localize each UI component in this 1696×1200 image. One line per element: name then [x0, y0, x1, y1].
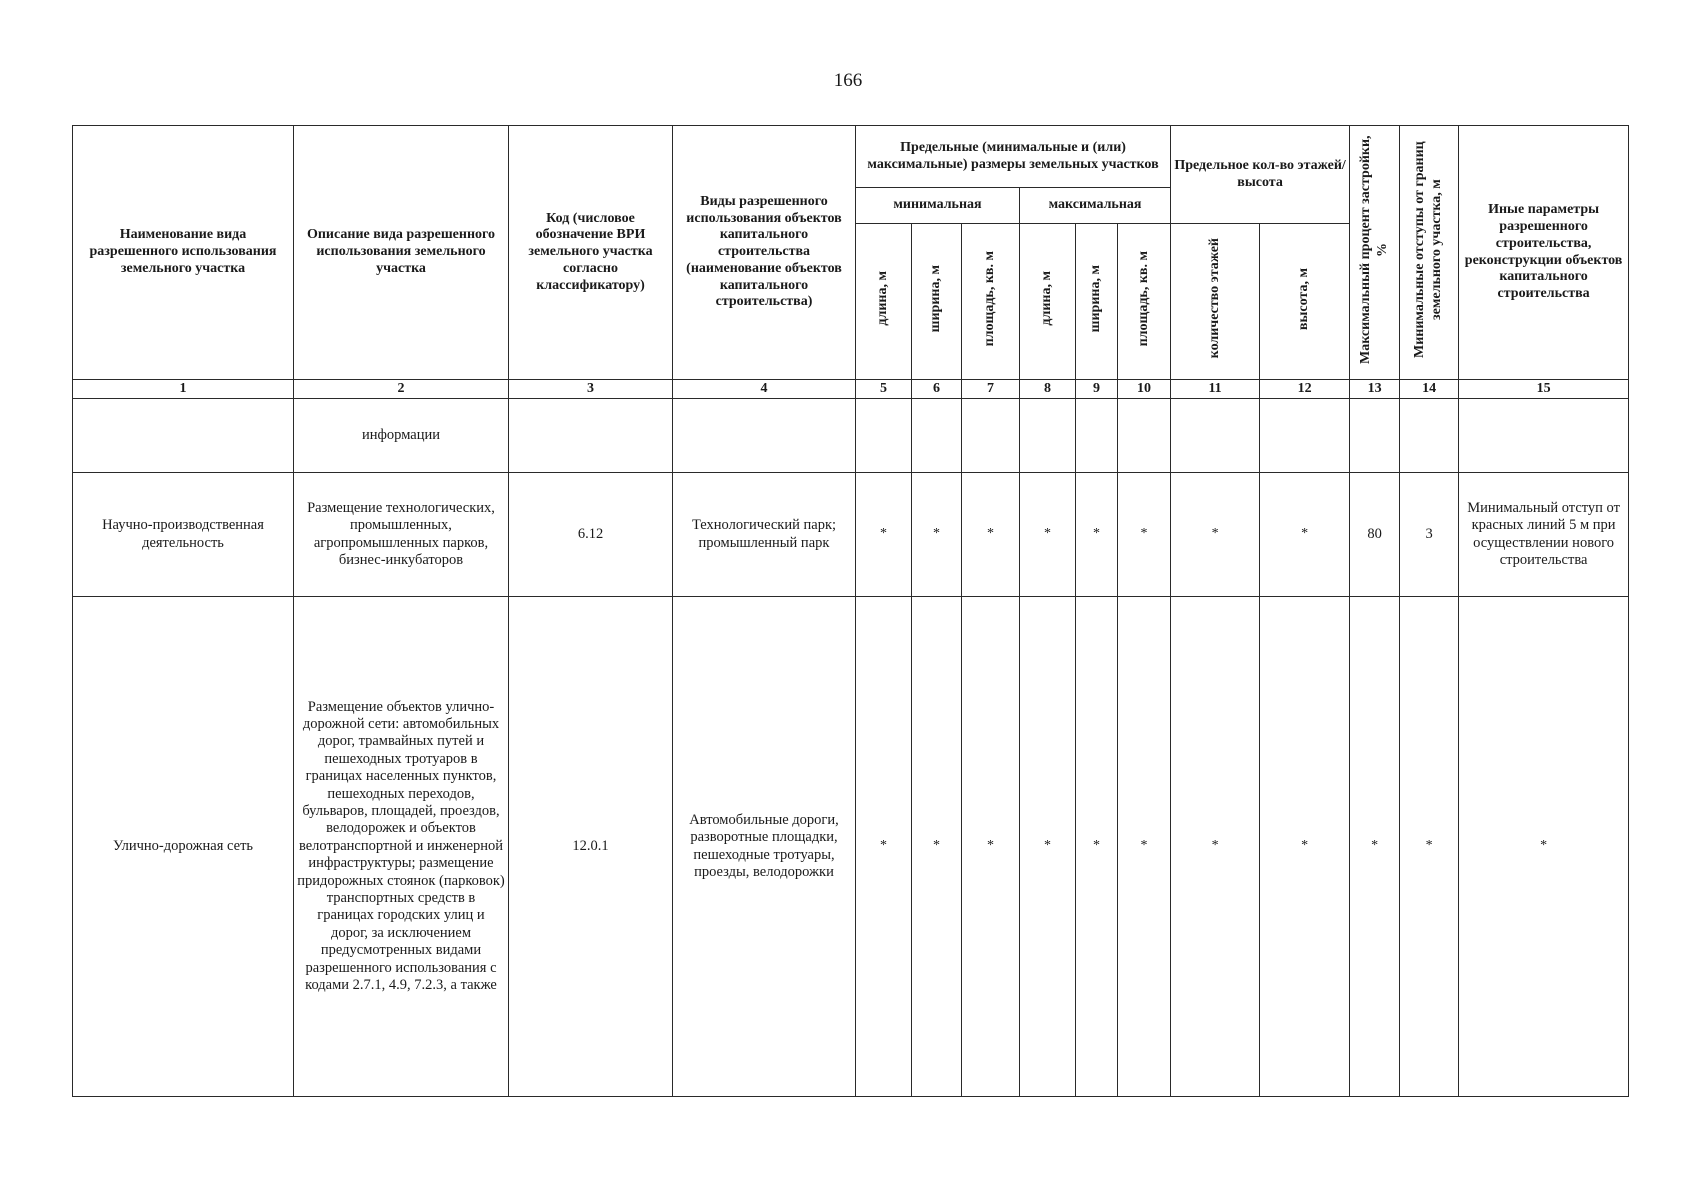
construction-uses-cell — [673, 399, 856, 473]
header-code: Код (числовое обозначение ВРИ земельного участка согласно классификатору) — [509, 126, 673, 380]
value-cell — [1260, 399, 1350, 473]
column-numbers-row — [73, 380, 1629, 399]
header-max-width — [1076, 224, 1118, 380]
value-cell: * — [962, 473, 1020, 597]
other-parameters-cell: Минимальный отступ от красных линий 5 м при осуществлении нового строительства — [1459, 473, 1629, 597]
value-cell — [856, 399, 912, 473]
code-cell: 6.12 — [509, 473, 673, 597]
use-name-cell — [73, 399, 294, 473]
header-min-length — [856, 224, 912, 380]
column-number: 10 — [1118, 380, 1171, 399]
value-cell: * — [856, 473, 912, 597]
max-building-percent-cell: * — [1350, 597, 1400, 1097]
header-floors-count-text: количество этажей — [1206, 238, 1222, 359]
header-min-setbacks — [1400, 126, 1459, 380]
value-cell: * — [856, 597, 912, 1097]
header-max-area-text: площадь, кв. м — [1135, 250, 1151, 347]
column-number: 1 — [73, 380, 294, 399]
column-number: 15 — [1459, 380, 1629, 399]
column-number: 4 — [673, 380, 856, 399]
use-description-cell: Размещение технологических, промышленных, агропромышленных парков, бизнес-инкубаторов — [294, 473, 509, 597]
table-row — [73, 399, 1629, 473]
header-min-area — [962, 224, 1020, 380]
header-max-building-percent-text: Максимальный процент застройки, % — [1357, 135, 1390, 364]
header-max-width-text: ширина, м — [1088, 264, 1104, 333]
header-min-width-text: ширина, м — [928, 264, 944, 333]
column-number: 13 — [1350, 380, 1400, 399]
column-number: 11 — [1171, 380, 1260, 399]
column-number: 14 — [1400, 380, 1459, 399]
column-number: 5 — [856, 380, 912, 399]
value-cell: * — [1171, 473, 1260, 597]
other-parameters-cell: * — [1459, 597, 1629, 1097]
header-minimal: минимальная — [856, 188, 1020, 224]
zoning-parameters-table — [72, 125, 1629, 1097]
value-cell — [1171, 399, 1260, 473]
value-cell: * — [1076, 473, 1118, 597]
value-cell — [962, 399, 1020, 473]
value-cell — [1020, 399, 1076, 473]
construction-uses-cell: Автомобильные дороги, разворотные площадки, пешеходные тротуары, проезды, велодорожки — [673, 597, 856, 1097]
header-use-description: Описание вида разрешенного использования земельного участка — [294, 126, 509, 380]
value-cell — [1076, 399, 1118, 473]
value-cell: * — [1171, 597, 1260, 1097]
use-description-cell: информации — [294, 399, 509, 473]
header-construction-uses: Виды разрешенного использования объектов капитального строительства (наименование объектов капитального строительства) — [673, 126, 856, 380]
use-name-cell: Улично-дорожная сеть — [73, 597, 294, 1097]
header-use-name: Наименование вида разрешенного использования земельного участка — [73, 126, 294, 380]
value-cell: * — [962, 597, 1020, 1097]
column-number: 6 — [912, 380, 962, 399]
construction-uses-cell: Технологический парк; промышленный парк — [673, 473, 856, 597]
value-cell — [1118, 399, 1171, 473]
header-min-setbacks-text: Минимальные отступы от границ земельного участка, м — [1412, 141, 1445, 358]
column-number: 3 — [509, 380, 673, 399]
header-floors-height-group: Предельное кол-во этажей/высота — [1171, 126, 1350, 224]
column-number: 7 — [962, 380, 1020, 399]
use-description-cell: Размещение объектов улично-дорожной сети: автомобильных дорог, трамвайных путей и пешеходных тротуаров в границах населенных пунктов, пешеходных переходов, бульваров, площадей, проездов, велодорожек и объектов велотранспортной и инженерной инфраструктуры; размещение придорожных стоянок (парковок) транспортных средств в границах городских улиц и дорог, за исключением предусмотренных видами разрешенного использования с кодами 2.7.1, 4.9, 7.2.3, а также — [294, 597, 509, 1097]
value-cell: * — [1260, 473, 1350, 597]
min-setback-cell: 3 — [1400, 473, 1459, 597]
header-max-building-percent — [1350, 126, 1400, 380]
column-number: 2 — [294, 380, 509, 399]
column-number: 12 — [1260, 380, 1350, 399]
value-cell: * — [1076, 597, 1118, 1097]
max-building-percent-cell: 80 — [1350, 473, 1400, 597]
use-name-cell: Научно-производственная деятельность — [73, 473, 294, 597]
header-height-text: высота, м — [1296, 267, 1312, 330]
header-min-length-text: длина, м — [875, 271, 891, 326]
header-max-length-text: длина, м — [1039, 271, 1055, 326]
table-row — [73, 473, 1629, 597]
page-number: 166 — [833, 70, 863, 91]
header-max-length — [1020, 224, 1076, 380]
value-cell: * — [912, 597, 962, 1097]
value-cell: * — [1118, 473, 1171, 597]
min-setback-cell: * — [1400, 597, 1459, 1097]
code-cell: 12.0.1 — [509, 597, 673, 1097]
header-min-area-text: площадь, кв. м — [982, 250, 998, 347]
value-cell — [1400, 399, 1459, 473]
value-cell: * — [1118, 597, 1171, 1097]
header-floors-count — [1171, 224, 1260, 380]
header-maximal: максимальная — [1020, 188, 1171, 224]
header-other-parameters: Иные параметры разрешенного строительства, реконструкции объектов капитального строительства — [1459, 126, 1629, 380]
value-cell — [1350, 399, 1400, 473]
column-number: 9 — [1076, 380, 1118, 399]
value-cell: * — [1020, 597, 1076, 1097]
header-max-area — [1118, 224, 1171, 380]
value-cell: * — [1020, 473, 1076, 597]
header-height — [1260, 224, 1350, 380]
value-cell: * — [912, 473, 962, 597]
code-cell — [509, 399, 673, 473]
value-cell — [912, 399, 962, 473]
table-row — [73, 597, 1629, 1097]
header-plot-sizes-group: Предельные (минимальные и (или) максимальные) размеры земельных участков — [856, 126, 1171, 188]
column-number: 8 — [1020, 380, 1076, 399]
other-parameters-cell — [1459, 399, 1629, 473]
value-cell: * — [1260, 597, 1350, 1097]
header-min-width — [912, 224, 962, 380]
